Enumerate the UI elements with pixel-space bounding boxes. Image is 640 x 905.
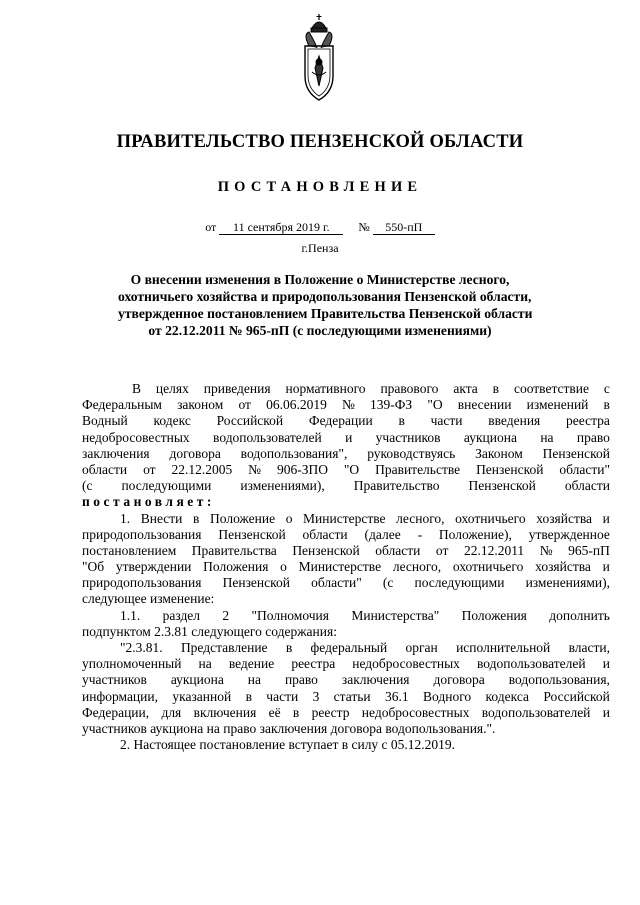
word: дополнить	[549, 607, 610, 623]
word: охотничьего	[452, 559, 524, 575]
word: введения	[488, 413, 541, 429]
word: области"	[311, 575, 362, 591]
word: Пензенской	[292, 542, 360, 558]
word: Водный	[82, 413, 128, 429]
government-title: ПРАВИТЕЛЬСТВО ПЕНЗЕНСКОЙ ОБЛАСТИ	[116, 132, 524, 152]
word: изменений	[526, 397, 589, 413]
word: изменениями),	[240, 478, 325, 494]
word: и	[602, 704, 610, 720]
word: исполнительной	[456, 640, 551, 655]
word: области	[82, 461, 128, 477]
word: (с	[382, 575, 394, 591]
word: заключения	[82, 445, 150, 461]
word: постановлением	[82, 542, 177, 558]
word: утверждении	[115, 559, 192, 575]
preamble-paragraph	[82, 381, 610, 511]
word: природопользования	[82, 526, 202, 542]
word: водопользователей	[476, 656, 586, 672]
line-text: участников аукциона на право заключения договора водопользования.".	[82, 720, 496, 736]
word: Положение),	[438, 526, 512, 542]
word: и	[602, 510, 610, 526]
city-name: г.Пенза	[301, 241, 339, 255]
word: Пензенской	[542, 445, 610, 461]
text-line	[82, 543, 610, 559]
word: 965-пП	[568, 542, 610, 558]
word: приведения	[203, 381, 271, 396]
word: указанной	[172, 688, 232, 704]
word: акта	[453, 381, 478, 396]
word: договора	[169, 445, 221, 461]
document-date: 11 сентября 2019 г.	[219, 220, 343, 235]
word: 22.12.2011	[463, 542, 525, 558]
line-text: подпунктом 2.3.81 следующего содержания:	[82, 623, 337, 639]
text-line	[82, 397, 610, 413]
text-line	[82, 591, 610, 607]
quoted-subparagraph	[82, 640, 610, 737]
word: участников	[375, 429, 441, 445]
item-1-1-paragraph	[82, 608, 610, 640]
word: законом	[177, 397, 224, 413]
word: реестр	[311, 704, 350, 720]
word: 1.1.	[120, 607, 141, 623]
word: "О	[343, 461, 360, 477]
word: от	[435, 542, 449, 558]
text-line	[82, 575, 610, 591]
word: Положения	[203, 559, 269, 575]
text-line	[82, 689, 610, 705]
date-number-line	[0, 220, 640, 235]
word: Министерстве	[303, 510, 386, 526]
word: Пензенской	[222, 575, 290, 591]
word: реестра	[566, 413, 610, 429]
word: 1.	[120, 510, 131, 526]
word: руководствуясь	[367, 445, 456, 461]
word: реестра	[291, 656, 336, 672]
document-body	[82, 381, 610, 753]
word: Представление	[180, 640, 268, 655]
word: водопользования",	[240, 445, 348, 461]
word: орган	[405, 640, 438, 655]
word: водопользователей	[213, 429, 322, 445]
document-type-title: ПОСТАНОВЛЕНИЕ	[217, 179, 423, 195]
decree-word: постановляет:	[82, 494, 215, 510]
word: Министерстве	[298, 559, 382, 575]
word: в	[398, 413, 405, 429]
word: от	[238, 397, 251, 413]
word: и	[602, 656, 610, 672]
word: части	[266, 688, 299, 704]
word: на	[247, 672, 261, 688]
text-line	[82, 721, 610, 737]
word: уполномоченный	[82, 656, 182, 672]
line-text: следующее изменение:	[82, 591, 215, 607]
word: последующими	[121, 478, 212, 494]
word: 906-ЗПО	[276, 461, 328, 477]
word: Положение	[210, 510, 276, 526]
subject-line: утвержденное постановлением Правительства Пензенской области	[118, 306, 533, 321]
text-line	[82, 462, 610, 478]
word: недобросовестных	[82, 429, 190, 445]
word: Правительство	[353, 478, 440, 494]
word: недобросовестных	[361, 704, 470, 720]
word: кодекса	[485, 688, 529, 704]
word: 06.06.2019	[266, 397, 327, 413]
text-line	[82, 672, 610, 688]
word: №	[539, 542, 553, 558]
text-line	[82, 656, 610, 672]
text-line	[82, 381, 610, 397]
word: ведение	[228, 656, 275, 672]
word: "Об	[82, 559, 105, 575]
word: "2.3.81.	[120, 640, 163, 655]
word: о	[280, 559, 287, 575]
word: Водного	[423, 688, 472, 704]
word: "Полномочия	[251, 607, 329, 623]
word: от	[143, 461, 156, 477]
word: утвержденное	[528, 526, 610, 542]
text-line	[82, 527, 610, 543]
text-line	[82, 640, 610, 656]
word: Федеральным	[82, 397, 162, 413]
word: области"	[559, 461, 610, 477]
word: договора	[433, 672, 485, 688]
word: на	[198, 656, 212, 672]
text-line	[82, 413, 610, 429]
word: 2	[222, 607, 230, 623]
word: Федерации	[308, 413, 373, 429]
word: Российской	[216, 413, 284, 429]
word: нормативного	[285, 381, 366, 396]
word: №	[248, 461, 262, 477]
text-line	[82, 478, 610, 494]
number-prefix: №	[358, 220, 370, 234]
word: информации,	[82, 688, 158, 704]
word: аукциона	[170, 672, 224, 688]
text-line	[82, 430, 610, 446]
text-line	[82, 608, 610, 624]
word: и	[602, 559, 610, 575]
word: в	[193, 510, 200, 526]
text-line	[82, 494, 610, 510]
word: в	[492, 381, 500, 396]
word: Правительства	[191, 542, 277, 558]
text-line	[82, 737, 610, 753]
item-1-paragraph	[82, 511, 610, 608]
text-line	[82, 559, 610, 575]
subject-line: от 22.12.2011 № 965-пП (с последующими изменениями)	[148, 323, 492, 338]
word: статьи	[333, 688, 371, 704]
word: водопользователей	[481, 704, 591, 720]
word: недобросовестных	[352, 656, 460, 672]
word: области	[302, 526, 348, 542]
word: лесного,	[396, 510, 445, 526]
word: Российской	[543, 688, 610, 704]
word: Пензенской	[476, 461, 544, 477]
subject-line: О внесении изменения в Положение о Министерстве лесного,	[130, 272, 510, 287]
word: право	[576, 429, 610, 445]
word: право	[284, 672, 318, 688]
word: власти,	[568, 640, 610, 655]
word: в	[603, 397, 610, 413]
word: в	[245, 688, 252, 704]
word: аукциона	[463, 429, 517, 445]
word: включения	[193, 704, 257, 720]
word: о	[285, 510, 293, 526]
word: последующими	[414, 575, 505, 591]
text-line	[82, 705, 610, 721]
word: целях	[155, 381, 189, 396]
word: заключения	[341, 672, 410, 688]
word: Правительстве	[375, 461, 461, 477]
word: в	[285, 640, 293, 655]
word: правового	[380, 381, 439, 396]
word: 36.1	[385, 688, 409, 704]
word: 3	[312, 688, 320, 704]
word: В	[132, 381, 142, 396]
word: с	[603, 381, 610, 396]
word: природопользования	[82, 575, 202, 591]
word: внесении	[457, 397, 512, 413]
word: раздел	[162, 607, 201, 623]
text-line	[82, 624, 610, 640]
text-line	[82, 446, 610, 462]
word: Пензенской	[468, 478, 536, 494]
word: (с	[82, 478, 93, 494]
word: и	[345, 429, 353, 445]
word: области	[375, 542, 421, 558]
word: Федерации,	[82, 704, 150, 720]
word: Министерства"	[351, 607, 440, 623]
word: Внести	[140, 510, 183, 526]
word: хозяйства	[536, 510, 593, 526]
subject-line: охотничьего хозяйства и природопользования Пензенской области,	[118, 289, 532, 304]
word: федеральный	[310, 640, 388, 655]
word: области	[564, 478, 610, 494]
word: участников	[82, 672, 147, 688]
word: изменениями),	[525, 575, 610, 591]
line-text: 2. Настоящее постановление вступает в силу с 05.12.2019.	[120, 737, 456, 753]
word: лесного,	[392, 559, 442, 575]
word: 22.12.2005	[171, 461, 233, 477]
word: соответствие	[513, 381, 590, 396]
word: "О	[427, 397, 443, 413]
word: в	[292, 704, 300, 720]
word: части	[430, 413, 463, 429]
document-subject	[118, 271, 533, 339]
word: водопользования,	[508, 672, 610, 688]
word: для	[161, 704, 182, 720]
word: (далее	[364, 526, 401, 542]
text-line	[82, 511, 610, 527]
word: Законом	[475, 445, 523, 461]
word: её	[268, 704, 281, 720]
coat-of-arms-emblem	[299, 12, 339, 104]
item-2-paragraph	[82, 737, 610, 753]
word: -	[417, 526, 423, 542]
word: на	[540, 429, 554, 445]
word: кодекс	[153, 413, 191, 429]
word: №	[341, 397, 355, 413]
date-prefix: от	[205, 220, 217, 234]
word: охотничьего	[455, 510, 526, 526]
word: Пензенской	[218, 526, 286, 542]
word: хозяйства	[535, 559, 591, 575]
word: 139-ФЗ	[369, 397, 413, 413]
word: Положения	[461, 607, 527, 623]
document-number: 550-пП	[373, 220, 435, 235]
